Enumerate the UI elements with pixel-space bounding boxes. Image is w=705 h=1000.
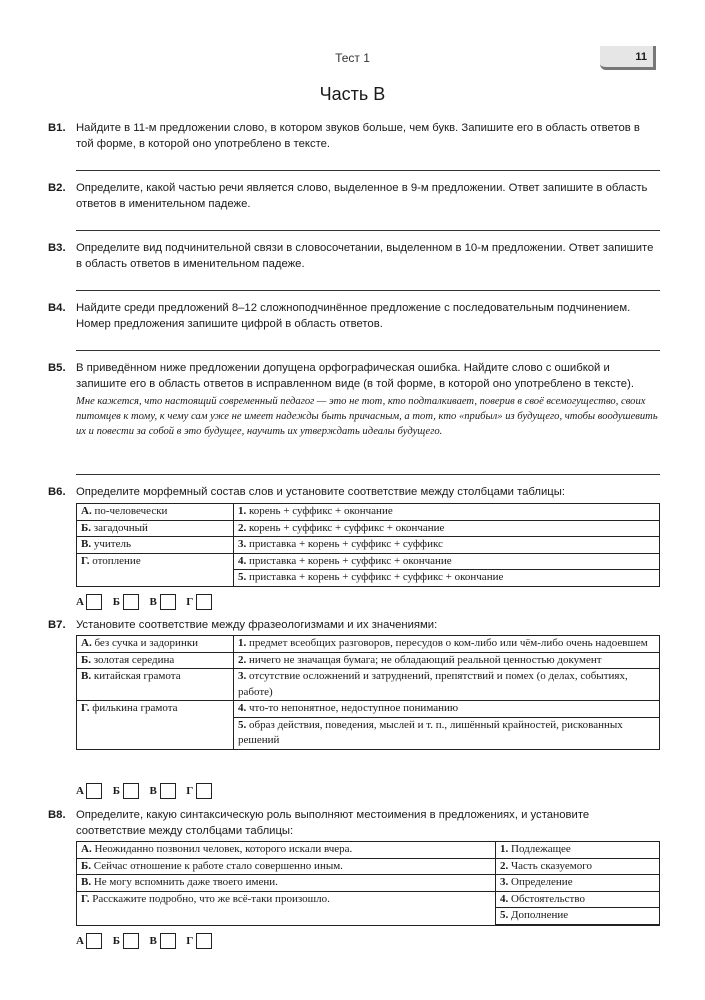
left-cell: А. без сучка и задоринки xyxy=(77,636,234,653)
table-row xyxy=(77,504,660,521)
right-cell: 2. ничего не значащая бумага; не обладающий реальной ценностью документ xyxy=(234,652,660,669)
answer-line-b3[interactable] xyxy=(76,290,660,291)
test-label: Тест 1 xyxy=(335,51,370,65)
right-cell: 5. образ действия, поведения, мыслей и т. п., лишённый крайностей, рискованных решений xyxy=(234,717,660,749)
question-b3 xyxy=(48,241,660,272)
left-cell: Г. отопление xyxy=(77,553,234,586)
right-cell: 5. Дополнение xyxy=(496,908,660,925)
page-header xyxy=(0,0,705,80)
table-row xyxy=(77,842,660,859)
left-cell: Б. Сейчас отношение к работе стало совершенно иным. xyxy=(77,858,496,875)
question-b2 xyxy=(48,181,660,212)
left-cell: В. учитель xyxy=(77,537,234,554)
table-row xyxy=(77,858,660,875)
right-cell: 1. корень + суффикс + окончание xyxy=(234,504,660,521)
left-cell: Г. Расскажите подробно, что же всё-таки произошло. xyxy=(77,891,496,925)
question-number: B7. xyxy=(48,619,66,631)
right-cell: 3. отсутствие осложнений и затруднений, препятствий и помех (о делах, событиях, работе) xyxy=(234,669,660,701)
table-row xyxy=(77,553,660,570)
table-row xyxy=(77,652,660,669)
left-cell: Б. загадочный xyxy=(77,520,234,537)
answer-boxes-b7: А Б В Г xyxy=(76,783,220,801)
table-row xyxy=(77,520,660,537)
question-text: В приведённом ниже предложении допущена орфографическая ошибка. Найдите слово с ошибкой и запишите его в область ответов в исправленном виде (в той форме, в которой оно употреблено в тексте). xyxy=(76,362,634,390)
answer-box-b[interactable] xyxy=(123,594,139,610)
part-title: Часть В xyxy=(319,84,386,104)
right-cell: 1. Подлежащее xyxy=(496,842,660,859)
left-cell: В. китайская грамота xyxy=(77,669,234,701)
answer-box-v[interactable] xyxy=(160,594,176,610)
right-cell: 4. Обстоятельство xyxy=(496,891,660,908)
answer-box-a[interactable] xyxy=(86,783,102,799)
question-b7 xyxy=(48,618,660,634)
answer-box-v[interactable] xyxy=(160,783,176,799)
right-cell: 2. Часть сказуемого xyxy=(496,858,660,875)
question-text: Определите, какой частью речи является слово, выделенное в 9-м предложении. Ответ запишите в область ответов в именительном падеже. xyxy=(76,182,648,210)
answer-line-b2[interactable] xyxy=(76,230,660,231)
question-number: B4. xyxy=(48,302,66,314)
answer-box-a[interactable] xyxy=(86,933,102,949)
left-cell: А. по-человечески xyxy=(77,504,234,521)
answer-box-b[interactable] xyxy=(123,933,139,949)
table-row xyxy=(77,891,660,908)
question-text: Определите вид подчинительной связи в словосочетании, выделенном в 10-м предложении. Ответ запишите в область ответов в именительном падеже. xyxy=(76,242,654,270)
right-cell: 3. Определение xyxy=(496,875,660,892)
question-b4 xyxy=(48,301,660,332)
answer-boxes-b8: А Б В Г xyxy=(76,933,220,951)
question-number: B6. xyxy=(48,486,66,498)
answer-box-b[interactable] xyxy=(123,783,139,799)
quote-sentence: Мне кажется, что настоящий современный педагог — это не тот, кто подталкивает, поверив в своё всемогущество, своих питомцев к тому, к чему сам уже не имеет надежды быть причасным, а тот, кто «прибыл» из будущего, чтобы воодушевить их и повести за собой в это будущее, научить их утверждать идеалы будущего. xyxy=(76,396,658,437)
answer-box-a[interactable] xyxy=(86,594,102,610)
answer-box-v[interactable] xyxy=(160,933,176,949)
answer-box-g[interactable] xyxy=(196,783,212,799)
left-cell: Г. филькина грамота xyxy=(77,701,234,750)
question-text: Найдите среди предложений 8–12 сложноподчинённое предложение с последовательным подчинением. Номер предложения запишите цифрой в область ответов. xyxy=(76,302,631,330)
question-number: B5. xyxy=(48,362,66,374)
question-number: B2. xyxy=(48,182,66,194)
question-text: Определите морфемный состав слов и установите соответствие между столбцами таблицы: xyxy=(76,486,565,498)
question-number: B8. xyxy=(48,809,66,821)
right-cell xyxy=(496,924,660,925)
left-cell: В. Не могу вспомнить даже твоего имени. xyxy=(77,875,496,892)
table-row xyxy=(77,669,660,701)
answer-line-b4[interactable] xyxy=(76,350,660,351)
answer-line-b5[interactable] xyxy=(76,474,660,475)
table-row xyxy=(77,636,660,653)
match-table-b7 xyxy=(76,635,660,750)
right-cell: 2. корень + суффикс + суффикс + окончание xyxy=(234,520,660,537)
question-text: Найдите в 11-м предложении слово, в котором звуков больше, чем букв. Запишите его в область ответов в той форме, в которой оно употреблено в тексте. xyxy=(76,122,640,150)
question-number: B1. xyxy=(48,122,66,134)
question-number: B3. xyxy=(48,242,66,254)
table-row xyxy=(77,701,660,718)
question-b5 xyxy=(48,361,660,439)
question-b6 xyxy=(48,485,660,501)
left-cell: Б. золотая середина xyxy=(77,652,234,669)
answer-box-g[interactable] xyxy=(196,594,212,610)
table-row xyxy=(77,537,660,554)
answer-box-g[interactable] xyxy=(196,933,212,949)
answer-boxes-b6: А Б В Г xyxy=(76,594,220,612)
question-text: Определите, какую синтаксическую роль выполняют местоимения в предложениях, и установите соответствие между столбцами таблицы: xyxy=(76,809,590,837)
match-table-b6 xyxy=(76,503,660,587)
question-b1 xyxy=(48,121,660,152)
right-cell: 4. приставка + корень + суффикс + окончание xyxy=(234,553,660,570)
right-cell: 4. что-то непонятное, недоступное пониманию xyxy=(234,701,660,718)
left-cell: А. Неожиданно позвонил человек, которого искали вчера. xyxy=(77,842,496,859)
right-cell: 3. приставка + корень + суффикс + суффикс xyxy=(234,537,660,554)
page-number: 11 xyxy=(600,46,656,70)
answer-line-b1[interactable] xyxy=(76,170,660,171)
question-text: Установите соответствие между фразеологизмами и их значениями: xyxy=(76,619,438,631)
question-b8 xyxy=(48,808,660,839)
table-row xyxy=(77,875,660,892)
match-table-b8 xyxy=(76,841,660,926)
right-cell: 5. приставка + корень + суффикс + суффикс + окончание xyxy=(234,570,660,587)
right-cell: 1. предмет всеобщих разговоров, пересудов о ком-либо или чём-либо очень надоевшем xyxy=(234,636,660,653)
